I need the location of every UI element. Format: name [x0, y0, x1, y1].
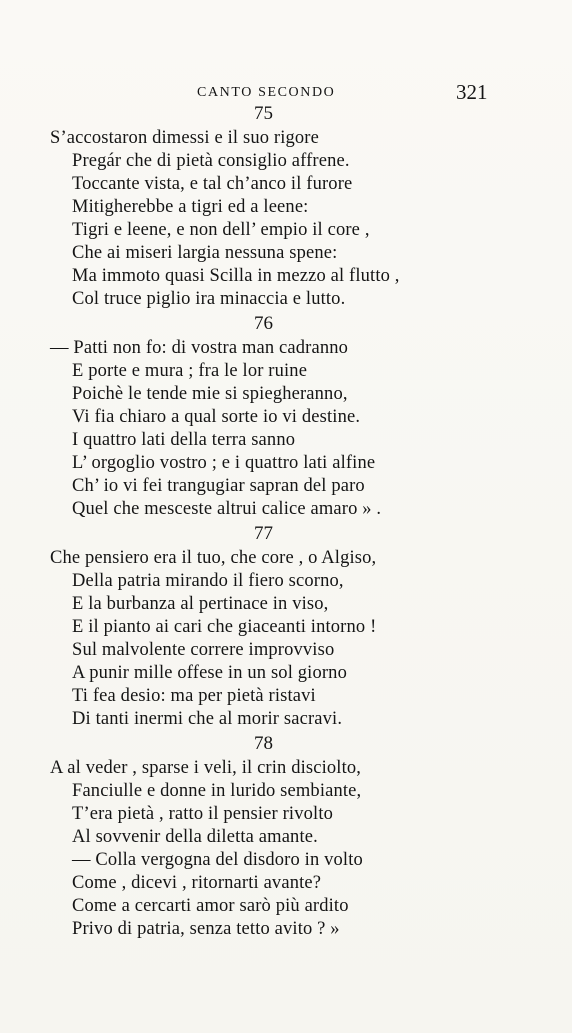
verse-line: Col truce piglio ira minaccia e lutto.	[72, 289, 346, 309]
running-title: CANTO SECONDO	[197, 85, 336, 100]
verse-line: Come , dicevi , ritornarti avante?	[72, 873, 322, 893]
verse-line: L’ orgoglio vostro ; e i quattro lati alfine	[72, 453, 376, 473]
verse-line: — Patti non fo: di vostra man cadranno	[50, 338, 349, 358]
verse-line: E la burbanza al pertinace in viso,	[72, 594, 329, 614]
verse-line: A punir mille offese in un sol giorno	[72, 663, 347, 683]
verse-line: Toccante vista, e tal ch’anco il furore	[72, 174, 353, 194]
verse-line: Della patria mirando il fiero scorno,	[72, 571, 344, 591]
verse-line: A al veder , sparse i veli, il crin disciolto,	[50, 758, 362, 778]
verse-line: Come a cercarti amor sarò più ardito	[72, 896, 349, 916]
verse-line: I quattro lati della terra sanno	[72, 430, 296, 450]
stanza-number: 78	[254, 733, 273, 754]
verse-line: Sul malvolente correre improvviso	[72, 640, 335, 660]
page-number: 321	[456, 80, 488, 104]
verse-line: Vi fia chiaro a qual sorte io vi destine.	[72, 407, 361, 427]
verse-line: T’era pietà , ratto il pensier rivolto	[72, 804, 334, 824]
verse-line: Tigri e leene, e non dell’ empio il core ,	[72, 220, 370, 240]
verse-line: Privo di patria, senza tetto avito ? »	[72, 919, 340, 939]
verse-line: Che pensiero era il tuo, che core , o Algiso,	[50, 548, 377, 568]
verse-line: Pregár che di pietà consiglio affrene.	[72, 151, 350, 171]
stanza-number: 75	[254, 103, 273, 124]
verse-line: E porte e mura ; fra le lor ruine	[72, 361, 308, 381]
verse-line: Quel che mesceste altrui calice amaro » .	[72, 499, 382, 519]
verse-line: E il pianto ai cari che giaceanti intorno !	[72, 617, 377, 637]
verse-line: Ma immoto quasi Scilla in mezzo al flutto ,	[72, 266, 400, 286]
verse-line: — Colla vergogna del disdoro in volto	[72, 850, 363, 870]
verse-line: Ch’ io vi fei trangugiar sapran del paro	[72, 476, 365, 496]
verse-line: Di tanti inermi che al morir sacravi.	[72, 709, 343, 729]
stanza-number: 76	[254, 313, 273, 334]
verse-line: S’accostaron dimessi e il suo rigore	[50, 128, 319, 148]
verse-line: Poichè le tende mie si spiegheranno,	[72, 384, 348, 404]
verse-line: Al sovvenir della diletta amante.	[72, 827, 318, 847]
verse-line: Che ai miseri largia nessuna spene:	[72, 243, 338, 263]
poem-text	[0, 101, 572, 941]
verse-line: Ti fea desio: ma per pietà ristavi	[72, 686, 316, 706]
verse-line: Mitigherebbe a tigri ed a leene:	[72, 197, 309, 217]
stanza-number: 77	[254, 523, 273, 544]
verse-line: Fanciulle e donne in lurido sembiante,	[72, 781, 362, 801]
